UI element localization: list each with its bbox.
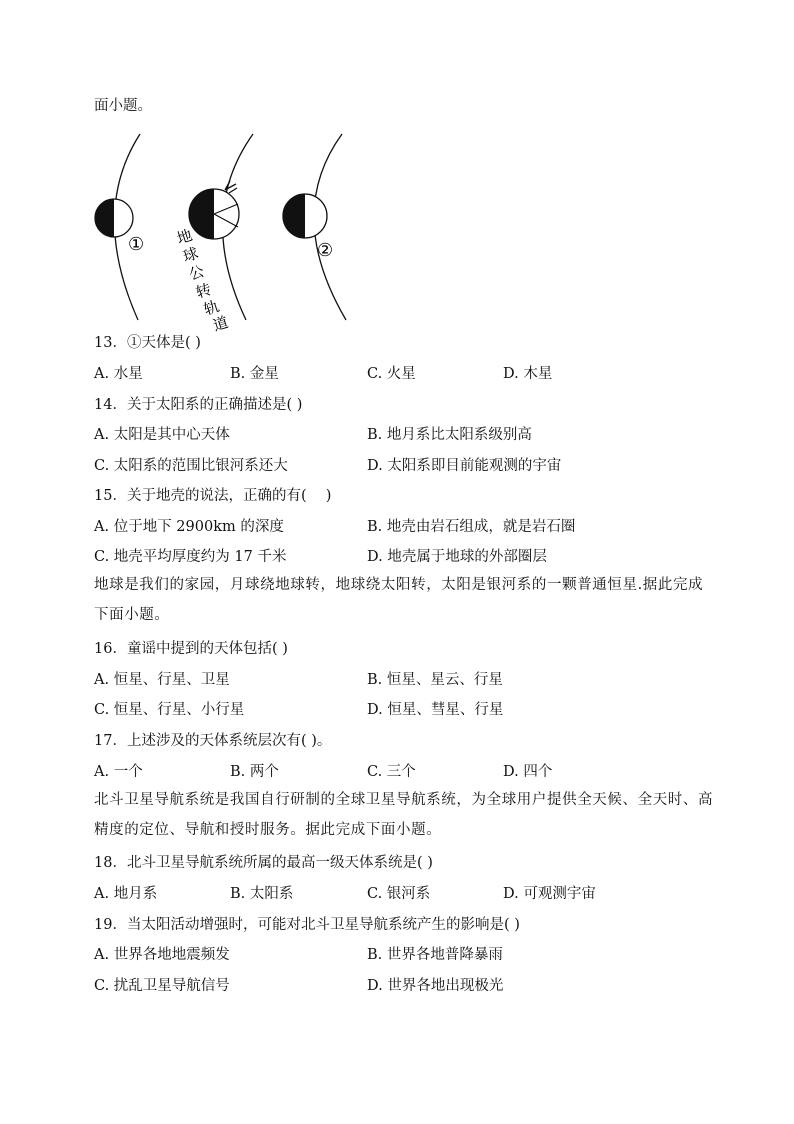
svg-text:球: 球 [180, 244, 201, 266]
passage-2: 北斗卫星导航系统是我国自行研制的全球卫星导航系统，为全球用户提供全天候、全天时、高精度的定位、导航和授时服务。据此完成下面小题。 [94, 792, 714, 838]
q16-option-b[interactable]: B. 恒星、星云、行星 [367, 672, 503, 688]
svg-text:道: 道 [210, 313, 231, 335]
q18-option-b[interactable]: B. 太阳系 [230, 886, 294, 902]
question-14-stem: 14．关于太阳系的正确描述是( ) [94, 397, 303, 413]
question-19-stem: 19．当太阳活动增强时，可能对北斗卫星导航系统产生的影响是( ) [94, 917, 520, 933]
q14-option-d[interactable]: D. 太阳系即目前能观测的宇宙 [367, 458, 562, 474]
svg-text:地: 地 [174, 226, 195, 248]
question-18-stem: 18．北斗卫星导航系统所属的最高一级天体系统是( ) [94, 855, 433, 871]
q17-option-a[interactable]: A. 一个 [94, 764, 143, 780]
q14-option-c[interactable]: C. 太阳系的范围比银河系还大 [94, 458, 288, 474]
q19-option-a[interactable]: A. 世界各地地震频发 [94, 947, 230, 963]
svg-text:转: 转 [193, 280, 214, 302]
q17-option-b[interactable]: B. 两个 [230, 764, 279, 780]
planet-2 [283, 194, 327, 238]
q16-option-c[interactable]: C. 恒星、行星、小行星 [94, 702, 245, 718]
svg-text:公: 公 [186, 262, 207, 284]
earth-planet [189, 181, 239, 239]
q15-option-d[interactable]: D. 地壳属于地球的外部圈层 [367, 549, 547, 565]
q18-option-c[interactable]: C. 银河系 [367, 886, 431, 902]
question-17-stem: 17．上述涉及的天体系统层次有( )。 [94, 733, 332, 749]
q13-option-a[interactable]: A. 水星 [94, 366, 143, 382]
q13-option-d[interactable]: D. 木星 [503, 366, 553, 382]
question-16-stem: 16．童谣中提到的天体包括( ) [94, 641, 288, 657]
q19-option-c[interactable]: C. 扰乱卫星导航信号 [94, 978, 230, 994]
q14-option-b[interactable]: B. 地月系比太阳系级别高 [367, 427, 532, 443]
q13-option-c[interactable]: C. 火星 [367, 366, 416, 382]
q15-option-c[interactable]: C. 地壳平均厚度约为 17 千米 [94, 549, 287, 565]
q17-option-c[interactable]: C. 三个 [367, 764, 416, 780]
label-1: ① [128, 234, 145, 255]
passage-1: 地球是我们的家园，月球绕地球转，地球绕太阳转，太阳是银河系的一颗普通恒星.据此完成下面小题。 [94, 577, 704, 623]
question-13-stem: 13．①天体是( ) [94, 335, 201, 351]
q16-option-a[interactable]: A. 恒星、行星、卫星 [94, 672, 230, 688]
q18-option-d[interactable]: D. 可观测宇宙 [503, 886, 596, 902]
question-15-stem: 15．关于地壳的说法，正确的有( ) [94, 488, 332, 504]
intro-fragment: 面小题。 [94, 98, 152, 114]
q15-option-b[interactable]: B. 地壳由岩石组成，就是岩石圈 [367, 519, 576, 535]
q16-option-d[interactable]: D. 恒星、彗星、行星 [367, 702, 504, 718]
q14-option-a[interactable]: A. 太阳是其中心天体 [94, 427, 230, 443]
q19-option-d[interactable]: D. 世界各地出现极光 [367, 978, 504, 994]
q18-option-a[interactable]: A. 地月系 [94, 886, 158, 902]
svg-text:轨: 轨 [201, 297, 222, 319]
label-2: ② [317, 240, 334, 261]
orbit-label [175, 226, 231, 335]
q13-option-b[interactable]: B. 金星 [230, 366, 279, 382]
planet-1 [95, 199, 133, 237]
q15-option-a[interactable]: A. 位于地下 2900km 的深度 [94, 519, 284, 535]
q19-option-b[interactable]: B. 世界各地普降暴雨 [367, 947, 503, 963]
orbit-diagram [88, 132, 348, 335]
q17-option-d[interactable]: D. 四个 [503, 764, 553, 780]
